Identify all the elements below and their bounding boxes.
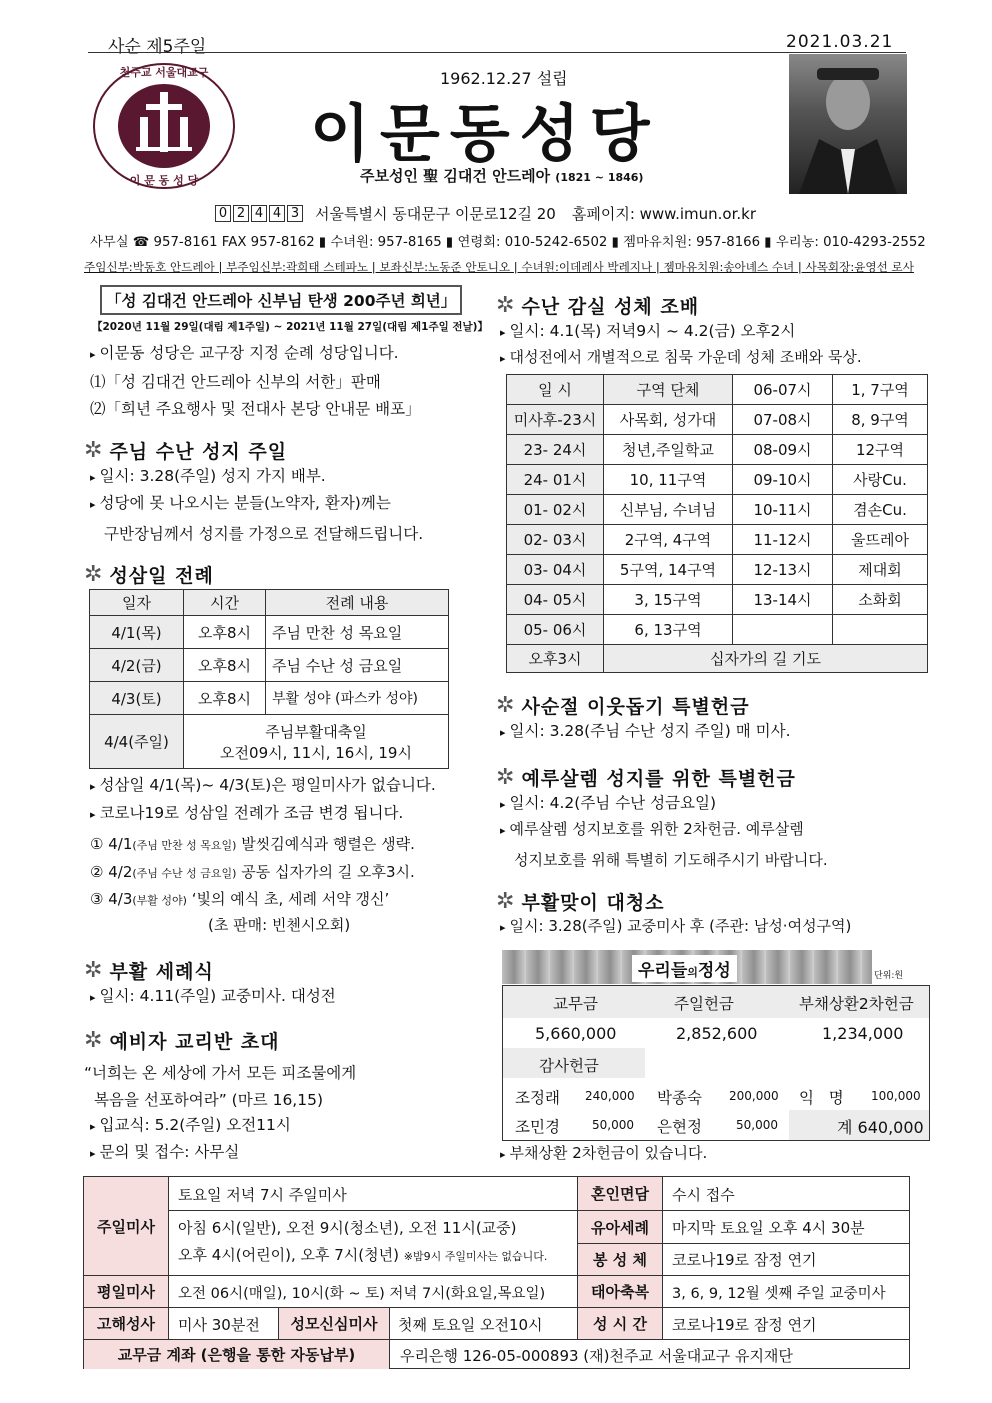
jerusalem-line: ▸ 예루살렘 성지보호를 위한 2차헌금. 예루살렘: [500, 822, 804, 837]
contacts: 사무실 ☎ 957-8161 FAX 957-8162 ▮ 수녀원: 957-8165 ▮ 연령회: 010-5242-6502 ▮ 젬마유치원: 957-8166 ▮ 우리농: 010-4293-2552: [90, 235, 926, 250]
table-cell: 4/3(토): [90, 682, 184, 715]
schedule-label: 봉 성 체: [593, 1251, 647, 1269]
table-cell: 오후8시: [184, 616, 266, 649]
address: 서울특별시 동대문구 이문로12길 20: [315, 205, 556, 223]
donor-name: 은현정: [657, 1118, 702, 1136]
marriage-info: 수시 접수: [672, 1186, 735, 1204]
infant-info: 마지막 토요일 오후 4시 30분: [672, 1219, 865, 1237]
burst-icon: ✲: [84, 1027, 104, 1053]
schedule-table: [83, 1176, 910, 1369]
change-num: ③ 4/3: [90, 890, 133, 908]
offering-header: 교무금: [553, 995, 598, 1013]
adoration-line: ▸ 일시: 4.1(목) 저녁9시 ~ 4.2(금) 오후2시: [500, 324, 795, 340]
table-cell: 소화회: [833, 585, 928, 615]
table-cell: 01- 02시: [507, 495, 604, 525]
burst-icon: ✲: [496, 692, 516, 718]
table-cell: 2구역, 4구역: [604, 525, 733, 555]
donor-amount: 50,000: [592, 1118, 634, 1132]
offering-header: 주일헌금: [674, 995, 734, 1013]
donor-amount: 100,000: [871, 1089, 921, 1103]
church-logo: [90, 62, 238, 190]
palm-line: ▸ 일시: 3.28(주일) 성지 가지 배부.: [90, 469, 326, 485]
cleaning-section-title: [496, 888, 665, 915]
postcode-box: 2: [233, 205, 249, 222]
schedule-label: 교무금 계좌 (은행을 통한 자동납부): [117, 1346, 356, 1364]
catechumen-line: ▸ 문의 및 접수: 사무실: [90, 1145, 239, 1161]
table-cell: 3, 15구역: [604, 585, 733, 615]
saint-portrait: [789, 54, 907, 194]
donor-amount: 240,000: [585, 1089, 635, 1103]
easter-times: 오전09시, 11시, 16시, 19시: [220, 743, 412, 762]
table-header: 전례 내용: [266, 590, 449, 616]
easter-name: 주님부활대축일: [265, 722, 367, 741]
grid-line: [662, 1177, 663, 1339]
sunday-mass: [178, 1244, 547, 1265]
table-cell: 10-11시: [733, 495, 833, 525]
table-cell: 신부님, 수녀님: [604, 495, 733, 525]
postcode-box: 4: [269, 205, 285, 222]
table-cell: 오후3시: [507, 645, 604, 673]
jubilee-line: ⑴「성 김대건 안드레아 신부의 서한」판매: [90, 373, 381, 391]
change-text: 발씻김예식과 행렬은 생략.: [241, 835, 415, 853]
table-cell: 03- 04시: [507, 555, 604, 585]
triduum-table: [89, 589, 449, 769]
table-cell: 10, 11구역: [604, 465, 733, 495]
table-cell: 02- 03시: [507, 525, 604, 555]
table-cell: 주님 수난 성 금요일: [266, 649, 449, 682]
patron-years: (1821 ~ 1846): [555, 171, 644, 184]
triduum-note: ▸ 코로나19로 성삼일 전례가 조금 변경 됩니다.: [90, 806, 403, 822]
donor-name: 익 명: [799, 1089, 844, 1107]
table-header: 시간: [184, 590, 266, 616]
confirm-label-cell: [578, 1244, 662, 1275]
section-heading: 부활 세례식: [109, 961, 214, 983]
burst-icon: ✲: [84, 561, 104, 587]
donor-name: 조정래: [515, 1089, 560, 1107]
baptism-section-title: [84, 957, 214, 984]
offering-value: 1,234,000: [822, 1024, 904, 1043]
marian-time: 첫째 토요일 오전10시: [398, 1316, 543, 1334]
table-cell: 23- 24시: [507, 435, 604, 465]
banner-text: 우리들: [638, 961, 688, 981]
table-cell: 05- 06시: [507, 615, 604, 645]
offering-value: 2,852,600: [676, 1024, 758, 1043]
sunday-mass: 아침 6시(일반), 오전 9시(청소년), 오전 11시(교중): [178, 1219, 517, 1237]
founded-date: 1962.12.27 설립: [440, 69, 568, 88]
jubilee-period: 【2020년 11월 29일(대림 제1주일) ~ 2021년 11월 27일(대림 제1주일 전날)】: [92, 321, 488, 333]
jubilee-title: 「성 김대건 안드레아 신부님 탄생 200주년 희년」: [100, 285, 462, 315]
bulletin-date: 2021.03.21: [786, 32, 894, 52]
cleaning-line: ▸ 일시: 3.28(주일) 교중미사 후 (주관: 남성·여성구역): [500, 919, 851, 934]
triduum-change: (초 판매: 빈첸시오회): [208, 916, 351, 934]
palm-line: ▸ 성당에 못 나오시는 분들(노약자, 환자)께는: [90, 496, 391, 512]
offering-header: 부채상환2차헌금: [799, 995, 914, 1013]
schedule-label: 주일미사: [97, 1217, 155, 1236]
table-header: 구역 단체: [604, 375, 733, 405]
catechumen-quote: “너희는 온 세상에 가서 모든 피조물에게: [84, 1064, 357, 1082]
donor-amount: 50,000: [736, 1118, 778, 1132]
schedule-label: 성모신심미사: [290, 1315, 378, 1333]
adoration-table: [506, 374, 928, 673]
patron-saint: [360, 165, 643, 186]
table-cell: 제대회: [833, 555, 928, 585]
jubilee-line: ⑵「희년 주요행사 및 전대사 본당 안내문 배포」: [90, 400, 421, 418]
weekday-label-cell: [84, 1276, 168, 1307]
change-num: ② 4/2: [90, 863, 133, 881]
table-cell: 12-13시: [733, 555, 833, 585]
weekday-mass: 오전 06시(매일), 10시(화 ~ 토) 저녁 7시(화요일,목요일): [178, 1286, 546, 1302]
change-sub: (주님 수난 성 금요일): [132, 867, 237, 880]
offering-table: [502, 985, 930, 1141]
confession-time: 미사 30분전: [178, 1316, 260, 1334]
adoration-section-title: [496, 292, 699, 319]
burst-icon: ✲: [496, 888, 516, 914]
change-sub: (주님 만찬 성 목요일): [132, 839, 237, 852]
catechumen-section-title: [84, 1027, 280, 1054]
table-cell: 주님 만찬 성 목요일: [266, 616, 449, 649]
marian-label-cell: [278, 1308, 390, 1339]
donor-name: 박종숙: [657, 1089, 702, 1107]
offering-note: ▸ 부채상환 2차헌금이 있습니다.: [500, 1146, 707, 1161]
table-cell: 부활 성야 (파스카 성야): [266, 682, 449, 715]
blessing-info: 3, 6, 9, 12월 셋째 주일 교중미사: [672, 1286, 886, 1302]
section-heading: 예루살렘 성지를 위한 특별헌금: [521, 768, 796, 790]
thanks-total: 계 640,000: [837, 1118, 924, 1137]
infant-label-cell: [578, 1211, 662, 1243]
church-name: 이문동성당: [310, 97, 660, 170]
banner-text: 정성: [697, 961, 731, 981]
account-label-cell: [84, 1340, 390, 1369]
logo-bottom-text: 이 문 동 성 당: [129, 174, 199, 187]
baptism-line: ▸ 일시: 4.11(주일) 교중미사. 대성전: [90, 989, 336, 1005]
table-cell: 4/1(목): [90, 616, 184, 649]
logo-ring-text: 천주교 서울대교구: [119, 66, 209, 79]
palm-section-title: [84, 437, 287, 464]
table-header: 일 시: [507, 375, 604, 405]
table-cell: [833, 615, 928, 645]
table-cell: 8, 9구역: [833, 405, 928, 435]
lent-line: ▸ 일시: 3.28(주님 수난 성지 주일) 매 미사.: [500, 724, 791, 740]
blessing-label-cell: [578, 1276, 662, 1307]
mass-times: 오후 4시(어린이), 오후 7시(청년): [178, 1246, 399, 1264]
section-heading: 수난 감실 성체 조배: [521, 296, 700, 318]
postcode-box: 0: [215, 205, 231, 222]
schedule-label: 성 시 간: [593, 1315, 647, 1333]
table-cell: 1, 7구역: [833, 375, 928, 405]
table-cell: 06-07시: [733, 375, 833, 405]
table-header: 일자: [90, 590, 184, 616]
table-cell: 울뜨레아: [833, 525, 928, 555]
table-cell: 사랑Cu.: [833, 465, 928, 495]
marriage-label-cell: [578, 1177, 662, 1210]
lent-section-title: [496, 692, 750, 719]
grid-line: [168, 1210, 577, 1211]
mass-note: ※밤9시 주일미사는 없습니다.: [403, 1250, 548, 1263]
table-cell: 청년,주일학교: [604, 435, 733, 465]
thanks-label: 감사헌금: [539, 1057, 599, 1075]
change-num: ① 4/1: [90, 835, 133, 853]
offering-unit: 단위:원: [874, 971, 904, 981]
burst-icon: ✲: [84, 957, 104, 983]
change-text: ‘빛의 예식 초, 세례 서약 갱신’: [191, 890, 390, 908]
table-cell: 미사후-23시: [507, 405, 604, 435]
burst-icon: ✲: [496, 292, 516, 318]
grid-line: [84, 1275, 910, 1276]
donor-name: 조민경: [515, 1118, 560, 1136]
section-heading: 사순절 이웃돕기 특별헌금: [521, 696, 750, 718]
triduum-change: [90, 888, 389, 909]
address-line: [215, 203, 756, 224]
schedule-label: 혼인면담: [591, 1185, 649, 1203]
offering-value: 5,660,000: [535, 1024, 617, 1043]
section-heading: 주님 수난 성지 주일: [109, 441, 288, 463]
schedule-label: 태아축복: [591, 1283, 649, 1301]
table-cell: 겸손Cu.: [833, 495, 928, 525]
week-label: 사순 제5주일: [108, 37, 207, 57]
homepage-link[interactable]: 홈페이지: www.imun.or.kr: [571, 205, 756, 223]
table-cell: 오후8시: [184, 649, 266, 682]
burst-icon: ✲: [496, 764, 516, 790]
donor-amount: 200,000: [729, 1089, 779, 1103]
table-cell: 09-10시: [733, 465, 833, 495]
grid-line: [84, 1307, 910, 1308]
adoration-line: ▸ 대성전에서 개별적으로 침묵 가운데 성체 조배와 묵상.: [500, 350, 862, 365]
grid-line: [168, 1177, 169, 1339]
table-cell: 십자가의 길 기도: [604, 645, 928, 673]
confession-label-cell: [84, 1308, 168, 1339]
section-heading: 예비자 교리반 초대: [109, 1031, 280, 1053]
postcode-box: 4: [251, 205, 267, 222]
table-cell: 사목회, 성가대: [604, 405, 733, 435]
triduum-change: [90, 833, 415, 854]
table-cell: 오후8시: [184, 682, 266, 715]
table-cell: [733, 615, 833, 645]
table-cell: [184, 715, 449, 769]
schedule-label: 유아세례: [591, 1218, 649, 1237]
catechumen-quote: 복음을 선포하여라” (마르 16,15): [94, 1091, 324, 1109]
table-cell: 04- 05시: [507, 585, 604, 615]
sunday-label-cell: [84, 1177, 168, 1275]
jubilee-line: ▸ 이문동 성당은 교구장 지정 순례 성당입니다.: [90, 346, 399, 362]
jerusalem-line: 성지보호를 위해 특별히 기도해주시기 바랍니다.: [514, 851, 828, 869]
table-cell: 13-14시: [733, 585, 833, 615]
triduum-change: [90, 861, 415, 882]
staff-list: 주임신부:박동호 안드레아 | 부주임신부:곽희태 스테파노 | 보좌신부:노동준 안토니오 | 수녀원:이데레사 박레지나 | 젬마유치원:송아녜스 수녀 | 사목회장:윤영선 로사: [84, 260, 914, 274]
change-sub: (부활 성야): [132, 894, 187, 907]
banner-text: 의: [687, 966, 698, 979]
table-cell: 4/4(주일): [90, 715, 184, 769]
postcode-box: 3: [287, 205, 303, 222]
table-cell: 6, 13구역: [604, 615, 733, 645]
jerusalem-section-title: [496, 764, 796, 791]
table-cell: 5구역, 14구역: [604, 555, 733, 585]
jerusalem-line: ▸ 일시: 4.2(주님 수난 성금요일): [500, 796, 716, 812]
table-cell: 11-12시: [733, 525, 833, 555]
triduum-note: ▸ 성삼일 4/1(목)~ 4/3(토)은 평일미사가 없습니다.: [90, 778, 436, 794]
header-rule: [88, 52, 906, 53]
table-cell: 12구역: [833, 435, 928, 465]
schedule-label: 고해성사: [97, 1315, 155, 1333]
catechumen-line: ▸ 입교식: 5.2(주일) 오전11시: [90, 1118, 291, 1134]
holyhour-info: 코로나19로 잠정 연기: [672, 1316, 817, 1334]
confirm-info: 코로나19로 잠정 연기: [672, 1251, 817, 1269]
section-heading: 성삼일 전례: [109, 565, 214, 587]
table-cell: 24- 01시: [507, 465, 604, 495]
account-info: 우리은행 126-05-000893 (재)천주교 서울대교구 유지재단: [400, 1347, 793, 1365]
schedule-label: 평일미사: [97, 1283, 155, 1301]
palm-line: 구반장님께서 성지를 가정으로 전달해드립니다.: [104, 525, 424, 543]
patron-name: 주보성인 聖 김대건 안드레아: [360, 167, 551, 185]
burst-icon: ✲: [84, 437, 104, 463]
table-cell: 08-09시: [733, 435, 833, 465]
holyhour-label-cell: [578, 1308, 662, 1339]
offering-banner-title: [632, 955, 737, 982]
table-cell: 4/2(금): [90, 649, 184, 682]
triduum-section-title: [84, 561, 214, 588]
table-cell: 07-08시: [733, 405, 833, 435]
section-heading: 부활맞이 대청소: [521, 892, 665, 914]
sunday-mass: 토요일 저녁 7시 주일미사: [178, 1186, 347, 1204]
change-text: 공동 십자가의 길 오후3시.: [241, 863, 415, 881]
